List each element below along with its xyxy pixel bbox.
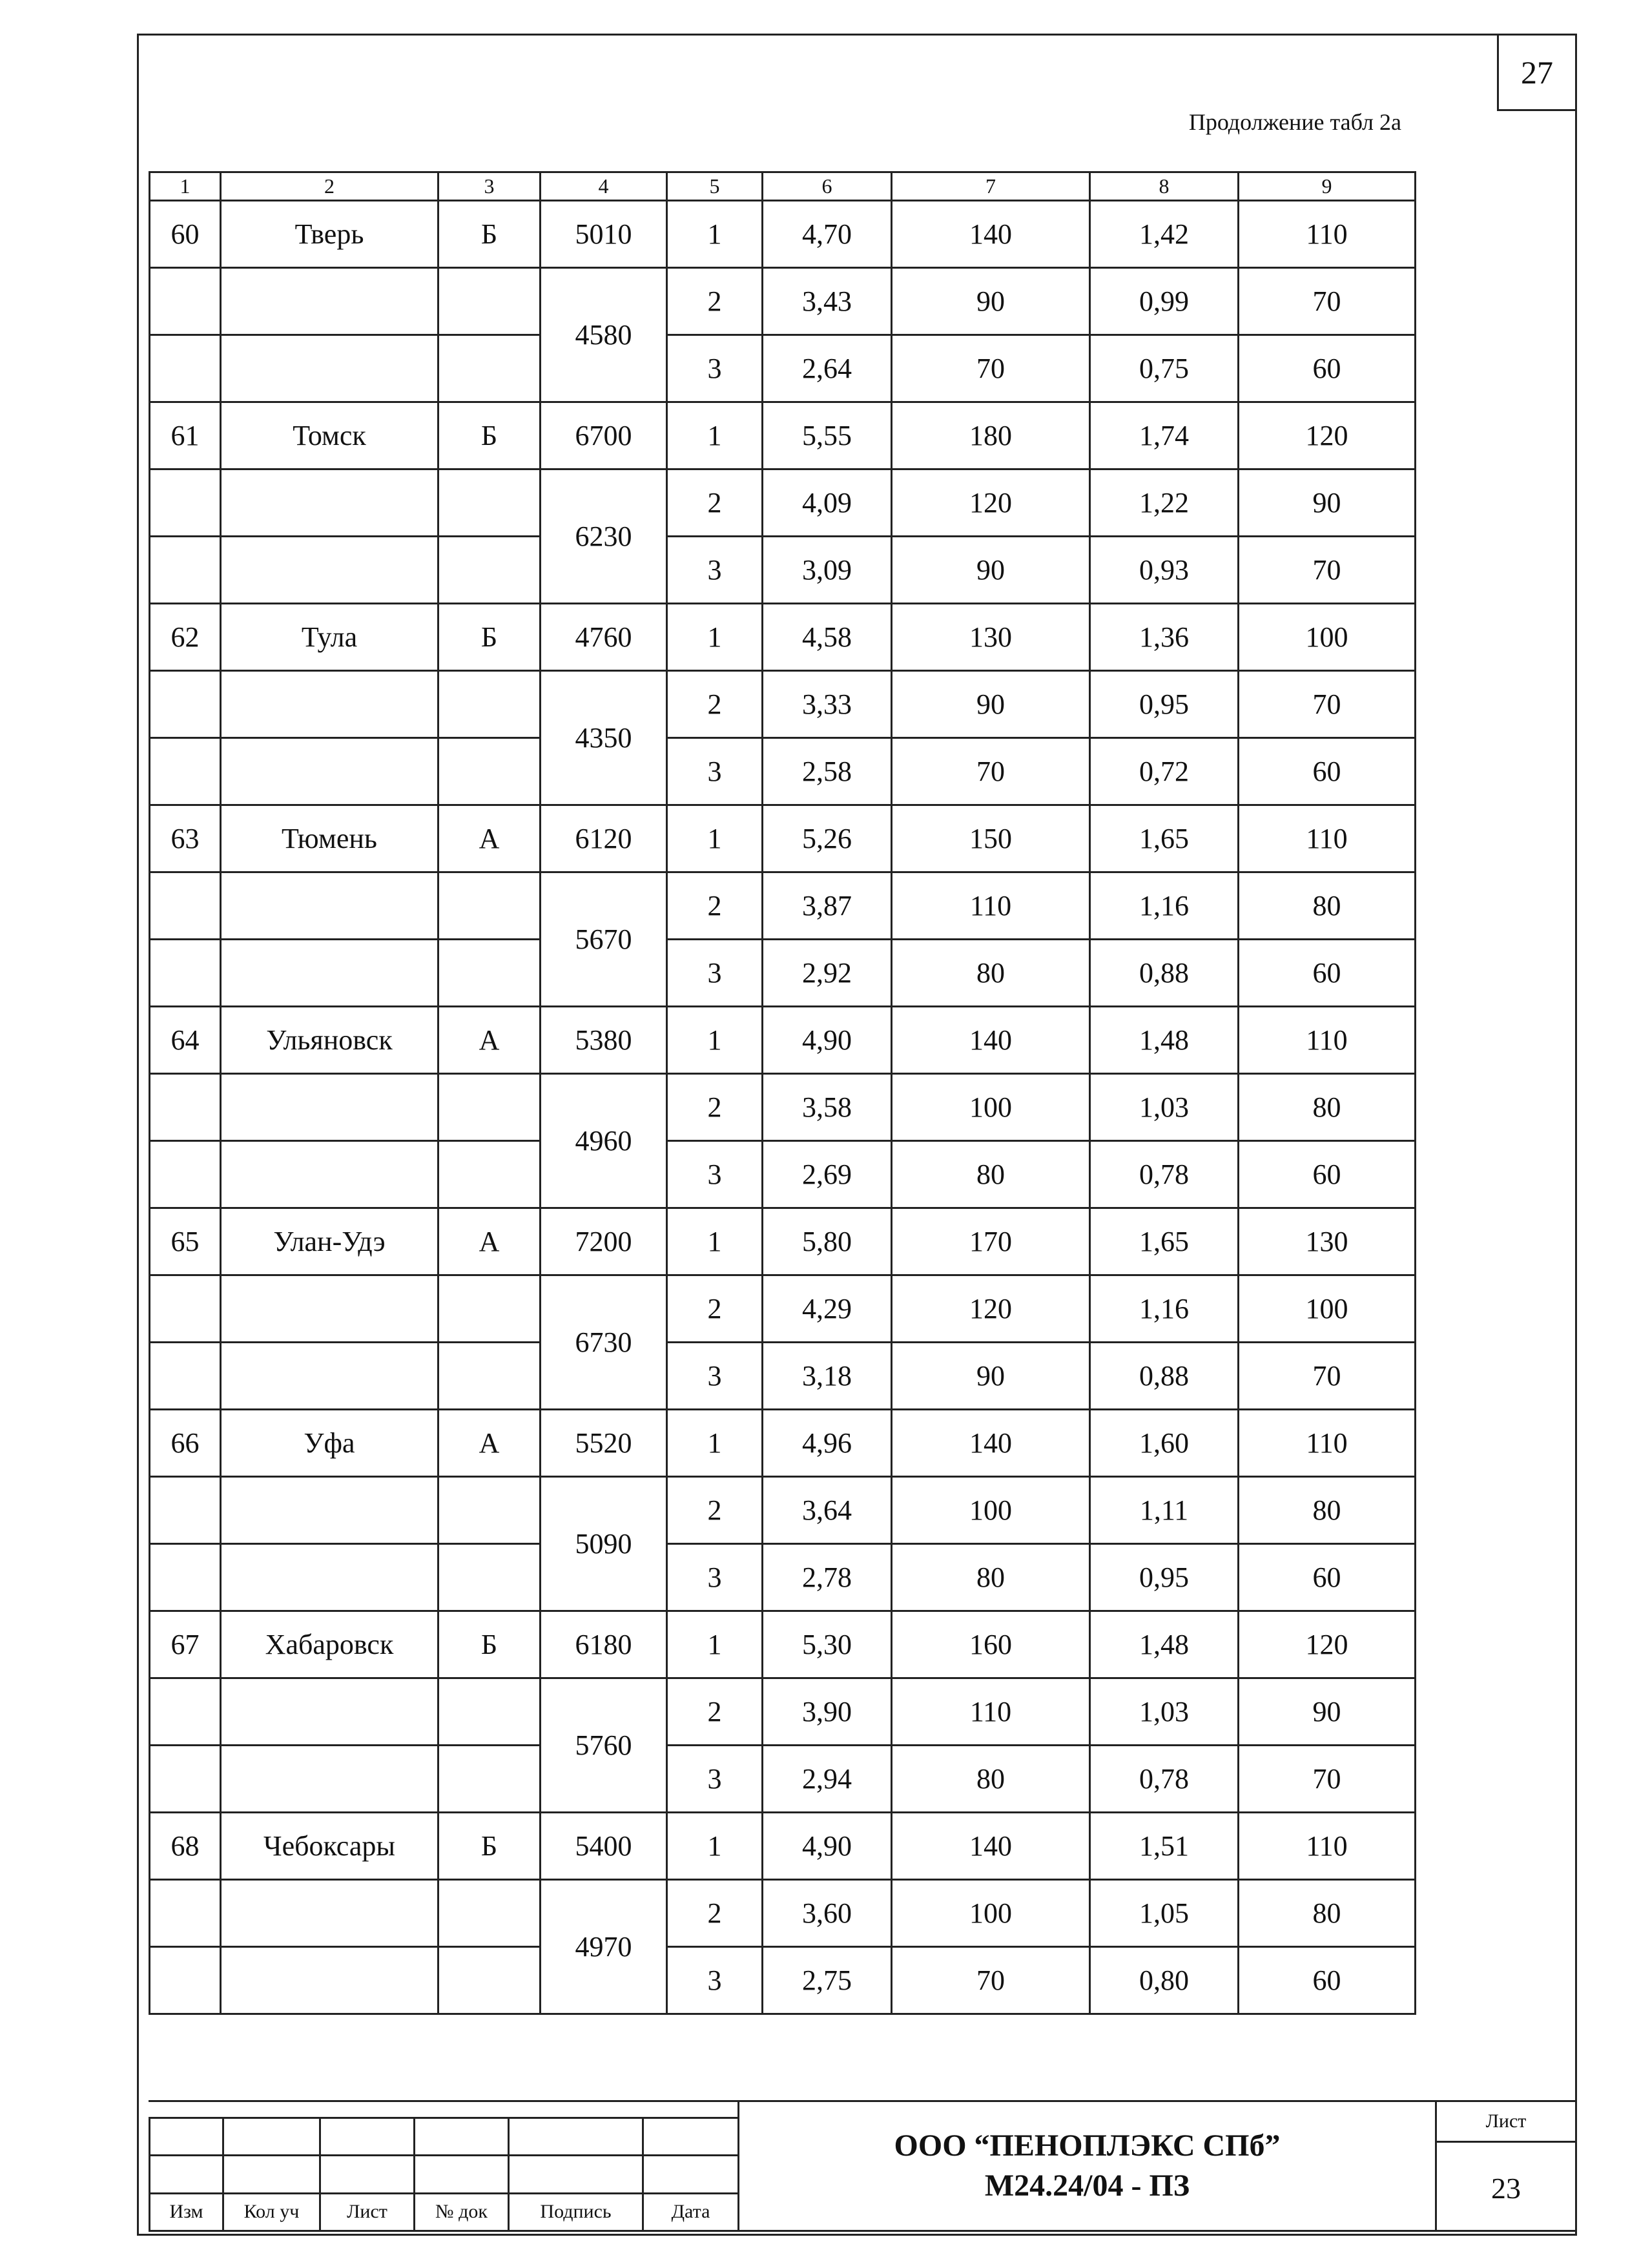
table-row [150, 1813, 1416, 1880]
col7-value: 70 [892, 738, 1090, 805]
table-row [150, 1678, 1416, 1746]
sheet-cell [1435, 2100, 1577, 2232]
empty-cell [221, 671, 438, 738]
city-name: Ульяновск [221, 1007, 438, 1074]
degree-days-value: 6120 [541, 805, 667, 872]
col8-value: 0,72 [1090, 738, 1239, 805]
empty-cell [150, 940, 221, 1007]
empty-cell [221, 1746, 438, 1813]
col8-value: 1,11 [1090, 1477, 1239, 1544]
empty-cell [150, 1746, 221, 1813]
table-row [150, 1410, 1416, 1477]
col8-value: 0,93 [1090, 537, 1239, 604]
empty-cell [438, 1275, 541, 1343]
degree-days-value: 5760 [541, 1678, 667, 1813]
column-number-row [150, 172, 1416, 201]
empty-cell [438, 1477, 541, 1544]
degree-days-value: 5520 [541, 1410, 667, 1477]
variant-number: 3 [667, 1343, 763, 1410]
col6-value: 4,29 [763, 1275, 892, 1343]
variant-number: 3 [667, 335, 763, 402]
degree-days-value: 5090 [541, 1477, 667, 1611]
col8-value: 0,78 [1090, 1746, 1239, 1813]
empty-cell [221, 1141, 438, 1208]
city-name: Уфа [221, 1410, 438, 1477]
variant-number: 1 [667, 805, 763, 872]
city-name: Тула [221, 604, 438, 671]
empty-cell [221, 335, 438, 402]
empty-cell [438, 1074, 541, 1141]
col8-value: 0,95 [1090, 671, 1239, 738]
col6-value: 5,30 [763, 1611, 892, 1678]
table-row [150, 671, 1416, 738]
empty-cell [221, 1880, 438, 1947]
row-number: 63 [150, 805, 221, 872]
col6-value: 4,70 [763, 201, 892, 268]
table-row [150, 1208, 1416, 1275]
degree-days-value: 4760 [541, 604, 667, 671]
zone-letter: А [438, 1410, 541, 1477]
table-row [150, 604, 1416, 671]
col9-value: 60 [1239, 335, 1416, 402]
col9-value: 110 [1239, 201, 1416, 268]
degree-days-value: 5670 [541, 872, 667, 1007]
col6-value: 4,96 [763, 1410, 892, 1477]
col7-value: 70 [892, 1947, 1090, 2014]
col7-value: 90 [892, 671, 1090, 738]
label-list: Лист [320, 2193, 415, 2231]
variant-number: 3 [667, 738, 763, 805]
empty-cell [150, 268, 221, 335]
table-row [150, 940, 1416, 1007]
empty-cell [221, 872, 438, 940]
empty-cell [150, 1947, 221, 2014]
empty-cell [438, 1947, 541, 2014]
empty-cell [150, 1275, 221, 1343]
empty-cell [221, 537, 438, 604]
empty-cell [221, 1544, 438, 1611]
table-row [150, 1275, 1416, 1343]
col7-value: 170 [892, 1208, 1090, 1275]
empty-cell [438, 1343, 541, 1410]
col8-value: 1,48 [1090, 1611, 1239, 1678]
table-row [150, 872, 1416, 940]
col9-value: 80 [1239, 1477, 1416, 1544]
degree-days-value: 4350 [541, 671, 667, 805]
degree-days-value: 6700 [541, 402, 667, 469]
empty-cell [438, 940, 541, 1007]
variant-number: 1 [667, 1813, 763, 1880]
col8-value: 1,51 [1090, 1813, 1239, 1880]
table-row [150, 1141, 1416, 1208]
col8-value: 1,42 [1090, 201, 1239, 268]
zone-letter: Б [438, 1611, 541, 1678]
variant-number: 1 [667, 1007, 763, 1074]
empty-cell [438, 537, 541, 604]
col7-value: 110 [892, 872, 1090, 940]
col6-value: 2,64 [763, 335, 892, 402]
empty-cell [221, 469, 438, 537]
degree-days-value: 4960 [541, 1074, 667, 1208]
col9-value: 70 [1239, 1746, 1416, 1813]
col-header: 3 [438, 172, 541, 201]
empty-cell [150, 1678, 221, 1746]
variant-number: 1 [667, 1611, 763, 1678]
table-row [150, 268, 1416, 335]
empty-cell [438, 671, 541, 738]
col9-value: 60 [1239, 1141, 1416, 1208]
table-continuation-caption: Продолжение табл 2а [1188, 109, 1401, 135]
col9-value: 120 [1239, 402, 1416, 469]
col8-value: 0,99 [1090, 268, 1239, 335]
empty-cell [438, 738, 541, 805]
variant-number: 3 [667, 940, 763, 1007]
variant-number: 3 [667, 1746, 763, 1813]
col6-value: 3,60 [763, 1880, 892, 1947]
row-number: 68 [150, 1813, 221, 1880]
col6-value: 2,92 [763, 940, 892, 1007]
row-number: 64 [150, 1007, 221, 1074]
empty-cell [221, 1343, 438, 1410]
col6-value: 2,58 [763, 738, 892, 805]
city-name: Тверь [221, 201, 438, 268]
col9-value: 80 [1239, 1074, 1416, 1141]
col6-value: 3,87 [763, 872, 892, 940]
table-row [150, 1007, 1416, 1074]
degree-days-value: 6230 [541, 469, 667, 604]
col6-value: 3,18 [763, 1343, 892, 1410]
col9-value: 60 [1239, 1947, 1416, 2014]
table-row [150, 1880, 1416, 1947]
variant-number: 3 [667, 1947, 763, 2014]
empty-cell [150, 1343, 221, 1410]
col7-value: 70 [892, 335, 1090, 402]
col6-value: 3,09 [763, 537, 892, 604]
col9-value: 70 [1239, 671, 1416, 738]
empty-cell [150, 872, 221, 940]
empty-cell [438, 335, 541, 402]
empty-cell [438, 469, 541, 537]
col7-value: 140 [892, 1813, 1090, 1880]
col-header: 6 [763, 172, 892, 201]
zone-letter: Б [438, 604, 541, 671]
empty-cell [150, 671, 221, 738]
table-row [150, 1477, 1416, 1544]
row-number: 61 [150, 402, 221, 469]
table-row [150, 1343, 1416, 1410]
col6-value: 4,90 [763, 1813, 892, 1880]
col6-value: 5,80 [763, 1208, 892, 1275]
col7-value: 80 [892, 1746, 1090, 1813]
empty-cell [150, 469, 221, 537]
col9-value: 60 [1239, 1544, 1416, 1611]
company-name: ООО “ПЕНОПЛЭКС СПб” [894, 2129, 1281, 2163]
col6-value: 2,78 [763, 1544, 892, 1611]
empty-cell [438, 872, 541, 940]
empty-cell [150, 1074, 221, 1141]
empty-cell [221, 1947, 438, 2014]
col6-value: 4,58 [763, 604, 892, 671]
empty-cell [221, 1275, 438, 1343]
empty-cell [438, 1544, 541, 1611]
col9-value: 60 [1239, 738, 1416, 805]
zone-letter: Б [438, 201, 541, 268]
col-header: 9 [1239, 172, 1416, 201]
col-header: 7 [892, 172, 1090, 201]
variant-number: 2 [667, 1074, 763, 1141]
city-name: Томск [221, 402, 438, 469]
table-row [150, 537, 1416, 604]
col9-value: 80 [1239, 1880, 1416, 1947]
col9-value: 100 [1239, 604, 1416, 671]
col7-value: 180 [892, 402, 1090, 469]
variant-number: 1 [667, 1208, 763, 1275]
col6-value: 2,75 [763, 1947, 892, 2014]
col7-value: 80 [892, 940, 1090, 1007]
empty-cell [438, 1141, 541, 1208]
variant-number: 2 [667, 1678, 763, 1746]
degree-days-value: 7200 [541, 1208, 667, 1275]
row-number: 67 [150, 1611, 221, 1678]
empty-cell [221, 1074, 438, 1141]
col7-value: 100 [892, 1074, 1090, 1141]
variant-number: 2 [667, 872, 763, 940]
col9-value: 90 [1239, 1678, 1416, 1746]
data-table [149, 171, 1416, 2015]
degree-days-value: 5380 [541, 1007, 667, 1074]
variant-number: 1 [667, 604, 763, 671]
col6-value: 3,90 [763, 1678, 892, 1746]
table-row [150, 201, 1416, 268]
col7-value: 100 [892, 1477, 1090, 1544]
col8-value: 1,48 [1090, 1007, 1239, 1074]
col-header: 2 [221, 172, 438, 201]
sheet-label: Лист [1437, 2102, 1575, 2143]
empty-cell [150, 1477, 221, 1544]
col9-value: 120 [1239, 1611, 1416, 1678]
col6-value: 4,90 [763, 1007, 892, 1074]
col6-value: 5,55 [763, 402, 892, 469]
empty-cell [221, 1477, 438, 1544]
variant-number: 3 [667, 1141, 763, 1208]
col-header: 4 [541, 172, 667, 201]
table-row [150, 738, 1416, 805]
empty-cell [438, 1880, 541, 1947]
empty-cell [221, 738, 438, 805]
variant-number: 2 [667, 469, 763, 537]
col8-value: 1,05 [1090, 1880, 1239, 1947]
col7-value: 120 [892, 469, 1090, 537]
col9-value: 70 [1239, 1343, 1416, 1410]
col8-value: 0,88 [1090, 940, 1239, 1007]
col-header: 1 [150, 172, 221, 201]
label-podpis: Подпись [509, 2193, 643, 2231]
col8-value: 1,74 [1090, 402, 1239, 469]
empty-cell [150, 738, 221, 805]
col8-value: 0,75 [1090, 335, 1239, 402]
col9-value: 110 [1239, 1007, 1416, 1074]
empty-cell [150, 1141, 221, 1208]
col9-value: 70 [1239, 537, 1416, 604]
zone-letter: А [438, 1208, 541, 1275]
col8-value: 1,03 [1090, 1678, 1239, 1746]
col7-value: 140 [892, 1410, 1090, 1477]
col7-value: 160 [892, 1611, 1090, 1678]
empty-cell [221, 940, 438, 1007]
empty-cell [438, 268, 541, 335]
row-number: 60 [150, 201, 221, 268]
empty-cell [150, 1880, 221, 1947]
variant-number: 3 [667, 1544, 763, 1611]
table-row [150, 469, 1416, 537]
col7-value: 90 [892, 268, 1090, 335]
empty-cell [150, 1544, 221, 1611]
degree-days-value: 5010 [541, 201, 667, 268]
col6-value: 3,43 [763, 268, 892, 335]
table-row [150, 1611, 1416, 1678]
col9-value: 130 [1239, 1208, 1416, 1275]
col9-value: 70 [1239, 268, 1416, 335]
degree-days-value: 6730 [541, 1275, 667, 1410]
col7-value: 90 [892, 1343, 1090, 1410]
variant-number: 3 [667, 537, 763, 604]
col8-value: 1,65 [1090, 1208, 1239, 1275]
col7-value: 120 [892, 1275, 1090, 1343]
degree-days-value: 4970 [541, 1880, 667, 2014]
col6-value: 2,69 [763, 1141, 892, 1208]
col9-value: 100 [1239, 1275, 1416, 1343]
variant-number: 1 [667, 1410, 763, 1477]
table-row [150, 335, 1416, 402]
col7-value: 90 [892, 537, 1090, 604]
document-code: М24.24/04 - ПЗ [984, 2169, 1190, 2203]
zone-letter: А [438, 1007, 541, 1074]
table-row [150, 1074, 1416, 1141]
zone-letter: А [438, 805, 541, 872]
variant-number: 2 [667, 1477, 763, 1544]
city-name: Тюмень [221, 805, 438, 872]
col8-value: 0,88 [1090, 1343, 1239, 1410]
col7-value: 140 [892, 201, 1090, 268]
empty-cell [438, 1678, 541, 1746]
row-number: 66 [150, 1410, 221, 1477]
title-block-main [737, 2100, 1435, 2232]
col6-value: 4,09 [763, 469, 892, 537]
col9-value: 90 [1239, 469, 1416, 537]
col-header: 5 [667, 172, 763, 201]
zone-letter: Б [438, 1813, 541, 1880]
label-izm: Изм [150, 2193, 223, 2231]
col6-value: 3,64 [763, 1477, 892, 1544]
variant-number: 1 [667, 402, 763, 469]
zone-letter: Б [438, 402, 541, 469]
col8-value: 0,95 [1090, 1544, 1239, 1611]
col8-value: 1,22 [1090, 469, 1239, 537]
row-number: 65 [150, 1208, 221, 1275]
col8-value: 1,03 [1090, 1074, 1239, 1141]
label-kol-uch: Кол уч [223, 2193, 320, 2231]
col7-value: 150 [892, 805, 1090, 872]
empty-cell [221, 268, 438, 335]
col8-value: 1,65 [1090, 805, 1239, 872]
degree-days-value: 4580 [541, 268, 667, 402]
table-row [150, 1544, 1416, 1611]
col9-value: 110 [1239, 805, 1416, 872]
table-row [150, 1746, 1416, 1813]
revision-grid [149, 2117, 739, 2232]
city-name: Улан-Удэ [221, 1208, 438, 1275]
col6-value: 3,58 [763, 1074, 892, 1141]
sheet-number: 23 [1491, 2172, 1521, 2205]
col7-value: 130 [892, 604, 1090, 671]
col6-value: 5,26 [763, 805, 892, 872]
col7-value: 140 [892, 1007, 1090, 1074]
label-data: Дата [643, 2193, 739, 2231]
city-name: Чебоксары [221, 1813, 438, 1880]
variant-number: 2 [667, 1880, 763, 1947]
empty-cell [150, 335, 221, 402]
col7-value: 80 [892, 1544, 1090, 1611]
col8-value: 1,60 [1090, 1410, 1239, 1477]
col6-value: 3,33 [763, 671, 892, 738]
degree-days-value: 5400 [541, 1813, 667, 1880]
col7-value: 80 [892, 1141, 1090, 1208]
label-n-dok: № док [415, 2193, 509, 2231]
col8-value: 0,80 [1090, 1947, 1239, 2014]
col8-value: 1,16 [1090, 872, 1239, 940]
table-row [150, 1947, 1416, 2014]
col6-value: 2,94 [763, 1746, 892, 1813]
empty-cell [150, 537, 221, 604]
variant-number: 2 [667, 671, 763, 738]
col9-value: 110 [1239, 1410, 1416, 1477]
city-name: Хабаровск [221, 1611, 438, 1678]
empty-cell [438, 1746, 541, 1813]
row-number: 62 [150, 604, 221, 671]
table-row [150, 402, 1416, 469]
col7-value: 100 [892, 1880, 1090, 1947]
degree-days-value: 6180 [541, 1611, 667, 1678]
col8-value: 1,36 [1090, 604, 1239, 671]
col-header: 8 [1090, 172, 1239, 201]
empty-cell [221, 1678, 438, 1746]
variant-number: 2 [667, 268, 763, 335]
title-block-top-line [149, 2100, 737, 2102]
col7-value: 110 [892, 1678, 1090, 1746]
col8-value: 1,16 [1090, 1275, 1239, 1343]
table-row [150, 805, 1416, 872]
variant-number: 1 [667, 201, 763, 268]
page-number: 27 [1497, 34, 1577, 111]
col9-value: 60 [1239, 940, 1416, 1007]
col9-value: 80 [1239, 872, 1416, 940]
col9-value: 110 [1239, 1813, 1416, 1880]
variant-number: 2 [667, 1275, 763, 1343]
col8-value: 0,78 [1090, 1141, 1239, 1208]
